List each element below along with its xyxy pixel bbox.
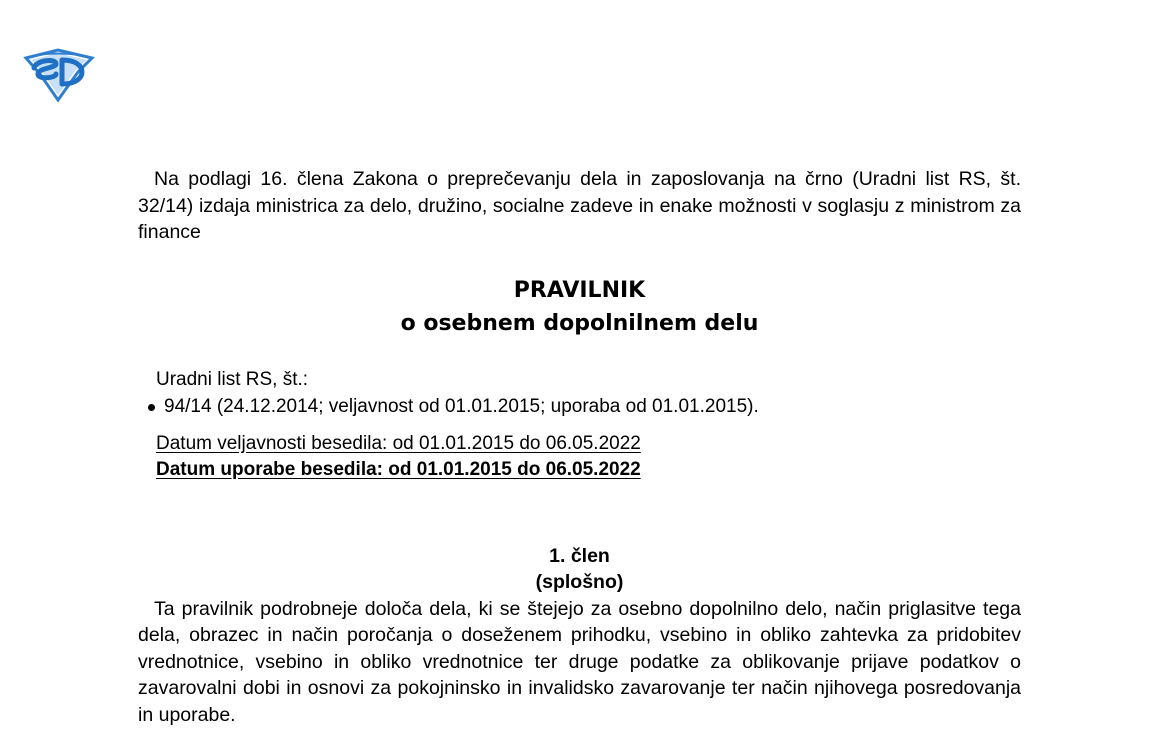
validity-date-link[interactable]: Datum veljavnosti besedila: od 01.01.2015 do 06.05.2022	[156, 432, 641, 454]
gazette-entry-text: 94/14 (24.12.2014; veljavnost od 01.01.2015; uporaba od 01.01.2015).	[164, 395, 759, 417]
sd-shield-logo-icon	[22, 46, 96, 104]
intro-paragraph: Na podlagi 16. člena Zakona o preprečevanju dela in zaposlovanja na črno (Uradni list RS, št. 32/14) izdaja ministrica za delo, družino, socialne zadeve in enake možnosti v soglasju z ministrom za finance	[138, 168, 1021, 243]
article-subheading: (splošno)	[535, 571, 624, 593]
title-line-2: o osebnem dopolnilnem delu	[400, 310, 759, 336]
gazette-list	[156, 393, 1021, 420]
document-page	[138, 166, 1021, 728]
usage-date-link[interactable]: Datum uporabe besedila: od 01.01.2015 do 06.05.2022	[156, 458, 641, 480]
document-title	[138, 274, 1021, 340]
title-line-1: PRAVILNIK	[513, 277, 646, 303]
gazette-label: Uradni list RS, št.:	[156, 368, 309, 390]
article-number: 1. člen	[549, 544, 610, 567]
bullet-icon	[148, 404, 155, 411]
validity-dates	[138, 431, 1021, 483]
article-1-heading	[138, 543, 1021, 596]
gazette-source	[138, 366, 1021, 420]
gazette-list-item[interactable]	[154, 393, 1021, 420]
article-1-text: Ta pravilnik podrobneje določa dela, ki se štejejo za osebno dopolnilno delo, način priglasitve tega dela, obrazec in način poročanja o doseženem prihodku, vsebino in obliko zahtevka za pridobitev vrednotnice, vsebino in obliko vrednotnice ter druge podatke za oblikovanje prijave podatkov o zavarovalni dobi in osnovi za pokojninsko in invalidsko zavarovanje ter način njihovega posredovanja in uporabe.	[138, 597, 1021, 726]
